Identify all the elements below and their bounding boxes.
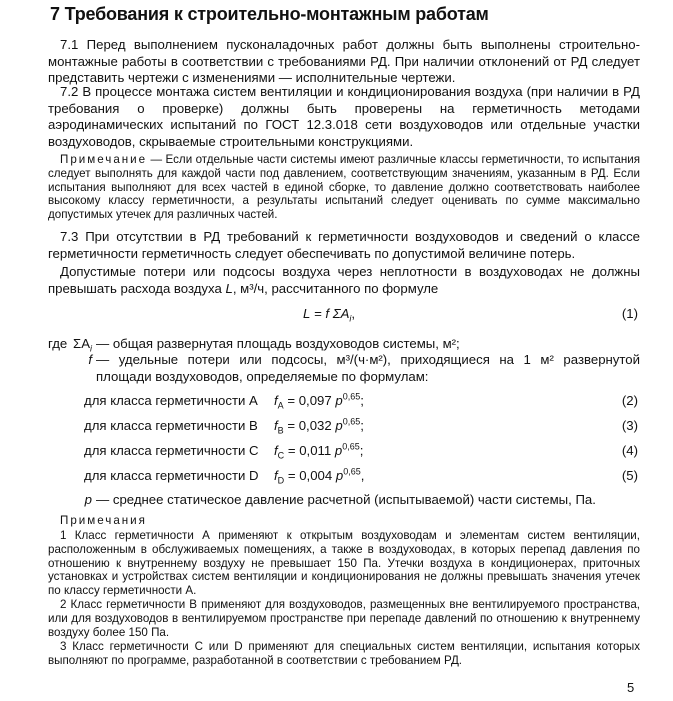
class-label: для класса герметичности С	[84, 443, 259, 458]
section-title: 7 Требования к строительно-монтажным работам	[50, 4, 489, 24]
class-formula: $f_В = 0,032$ $p^{0,65}$;	[274, 416, 364, 436]
class-row	[84, 443, 640, 461]
class-formula: $f_А = 0,097$ $p^{0,65}$;	[274, 391, 364, 411]
definition-area-symbol: $\Sigma A_i$	[73, 336, 92, 354]
definition-f	[48, 352, 640, 386]
formula-1-number: (1)	[621, 306, 638, 321]
formula-1-lhs: L	[303, 306, 311, 321]
formula-1-tail: ,	[351, 306, 356, 321]
paragraph-7-2: 7.2 В процессе монтажа систем вентиляции и кондиционирования воздуха (при наличии в РД требования о проверке) должны быть проверены на герметичность методами аэродинамических испытаний по ГОСТ 12.3.018 сети воздуховодов или отдельные участки воздуховодов, скрываемые строительными конструкциями.	[48, 84, 640, 149]
note-item: 3 Класс герметичности С или D применяют для специальных систем вентиляции, испытания которых выполняют по программе, разработанной в соответствии с требованием РД.	[48, 640, 640, 667]
formula-1-expression	[303, 306, 355, 322]
formula-1	[48, 306, 640, 324]
class-label: для класса герметичности В	[84, 418, 258, 433]
note-item: 1 Класс герметичности А применяют к открытым воздуховодам и элементам систем вентиляции, расположенным в обслуживаемых помещениях, а также в воздуховодах, в которых перепад давления по отношению к внутреннему воздуху не превышает 150 Па. Утечки воздуха в кондиционерах, приточных установках и устройствах систем вентиляции и кондиционирования не должны превышать значения утечек по классу герметичности А.	[48, 529, 640, 598]
paragraph-7-3-b-unit: , м³/ч, рассчитанного по формуле	[232, 280, 439, 296]
var-L: L	[225, 280, 233, 296]
definition-p-symbol: p	[84, 492, 92, 507]
class-label: для класса герметичности А	[84, 393, 258, 408]
definition-p	[48, 492, 640, 510]
paragraph-7-3-b	[48, 264, 640, 297]
paragraph-7-3-b-text: Допустимые потери или подсосы воздуха через неплотности в воздуховодах не должны превышать расхода воздуха	[48, 264, 640, 296]
class-formula-number: (2)	[621, 393, 638, 408]
class-row	[84, 393, 640, 411]
definition-f-symbol: f	[88, 352, 92, 367]
definition-area-text: — общая развернутая площадь воздуховодов системы, м²;	[96, 336, 460, 351]
note-1-label: Примечание	[60, 153, 148, 166]
formula-1-sub: i	[349, 313, 352, 324]
definition-p-text: — среднее статическое давление расчетной (испытываемой) части системы, Па.	[96, 492, 596, 507]
note-item: 2 Класс герметичности В применяют для воздуховодов, размещенных вне вентилируемого пространства, или для воздуховодов в вентилируемом пространстве при перепаде давлений по отношению к внутреннему воздуху более 150 Па.	[48, 598, 640, 639]
definition-f-text: — удельные потери или подсосы, м³/(ч·м²), приходящиеся на 1 м² развернутой площади воздуховодов, определяемые по формулам:	[96, 352, 640, 384]
class-label: для класса герметичности D	[84, 468, 259, 483]
paragraph-7-1: 7.1 Перед выполнением пусконаладочных работ должны быть выполнены строительно-монтажные работы в соответствии с требованиями РД. При наличии отклонений от РД следует представить чертежи с изменениями — исполнительные чертежи.	[48, 37, 640, 86]
paragraph-7-3: 7.3 При отсутствии в РД требований к герметичности воздуховодов и сведений о классе герметичности герметичность следует обеспечивать по допустимой величине потерь.	[48, 229, 640, 261]
notes-heading: Примечания	[60, 514, 147, 527]
class-formula-number: (3)	[621, 418, 638, 433]
where-label: где	[48, 336, 68, 351]
page-number: 5	[627, 680, 635, 695]
note-1	[48, 153, 640, 222]
class-row	[84, 468, 640, 486]
note-1-text: — Если отдельные части системы имеют различные классы герметичности, то испытания следует выполнять для каждой части под давлением, соответствующим значениям, указанным в РД. Если испытания выполняют для всех частей в единой сборке, то давление должно соответствовать наиболее высокому классу герметичности, а результаты испытаний следует оценивать по сумме максимально допустимых утечек для различных частей.	[48, 153, 640, 222]
class-formula: $f_D = 0,004$ $p^{0,65}$,	[274, 466, 365, 486]
class-formula-number: (4)	[621, 443, 638, 458]
formula-1-rhs: = f ΣA	[314, 306, 350, 321]
class-row	[84, 418, 640, 436]
class-formula-number: (5)	[621, 468, 638, 483]
class-formula: $f_С = 0,011$ $p^{0,65}$;	[274, 441, 364, 461]
